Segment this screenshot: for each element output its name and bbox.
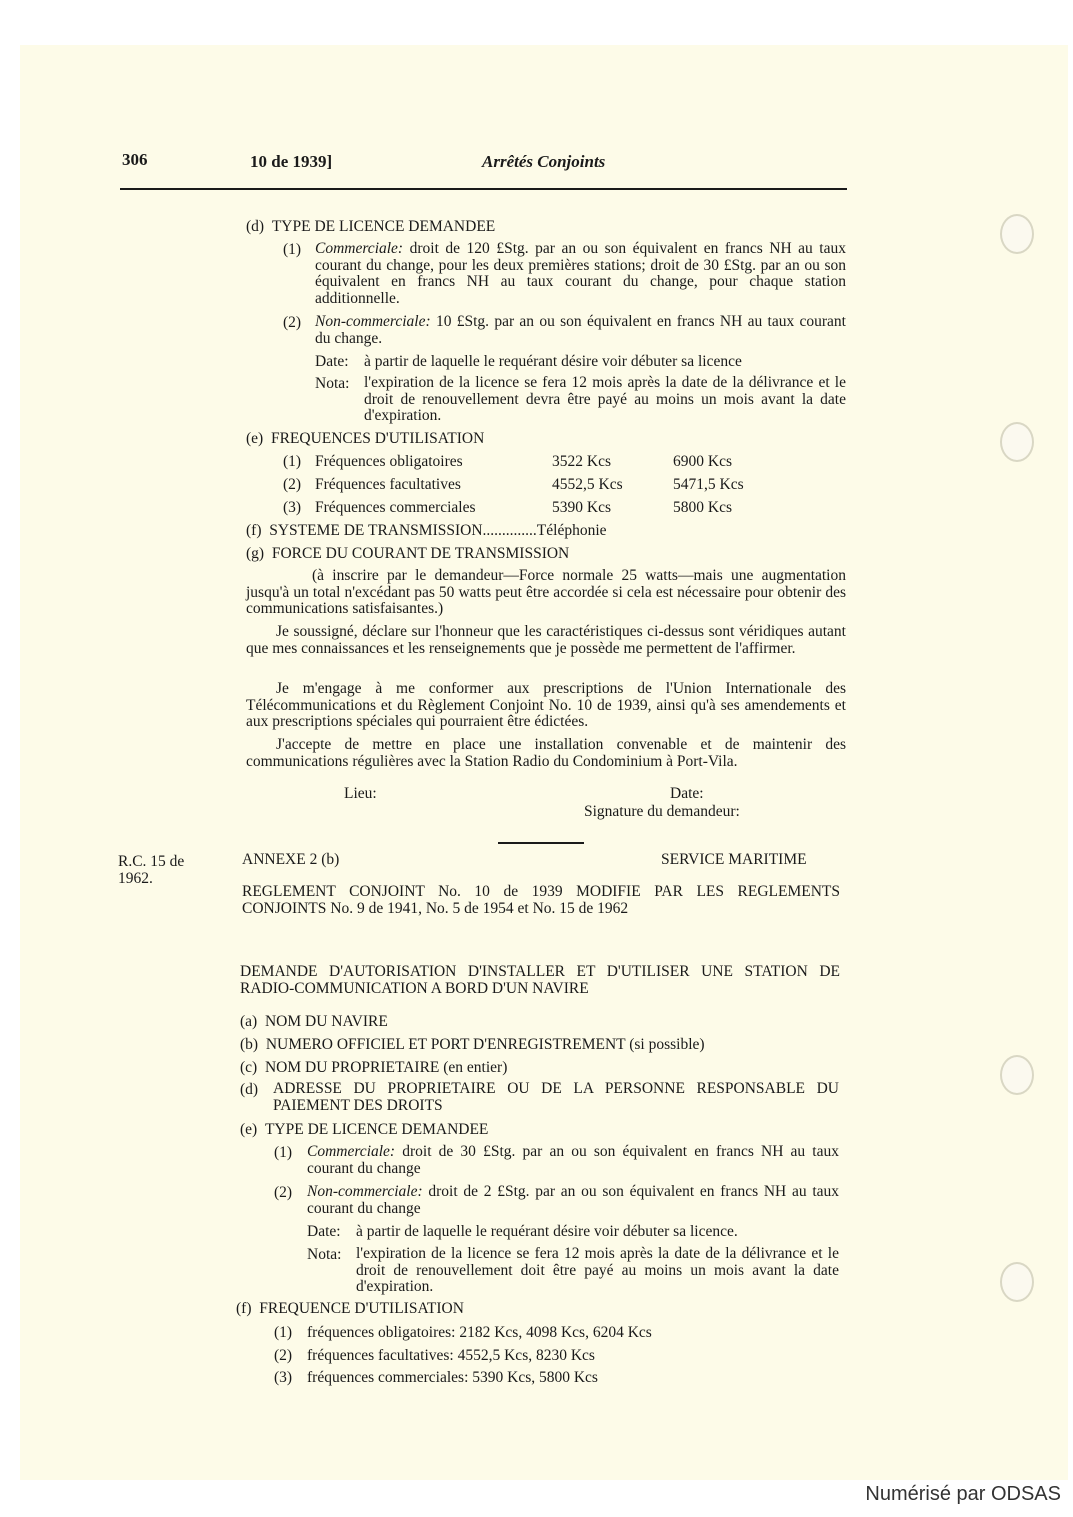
section-d-item1 — [315, 241, 846, 307]
declaration-2: Je m'engage à me conformer aux prescriptions de l'Union Internationale des Télécommunications et du Règlement Conjoint No. 10 de 1939, ainsi qu'à ses amendements et aux prescriptions spéciales qui pourraient être édictées. — [246, 680, 846, 730]
item2-label: Non-commerciale: — [315, 313, 431, 330]
annex-item-b: (b) NUMERO OFFICIEL ET PORT D'ENREGISTREMENT (si possible) — [240, 1036, 705, 1053]
annex-item-f: (f) FREQUENCE D'UTILISATION — [236, 1300, 464, 1317]
annex-e1-text: droit de 30 £Stg. par an ou son équivalent en francs NH au taux courant du change — [307, 1143, 839, 1177]
margin-note: R.C. 15 de 1962. — [118, 853, 185, 887]
annex-e1-label: Commerciale: — [307, 1143, 396, 1160]
signature-date: Date: — [670, 785, 704, 802]
freq-row-3-num: (3) — [283, 499, 302, 516]
nota-label: Nota: — [315, 375, 350, 392]
annex-f-row-1-num: (1) — [274, 1324, 293, 1341]
freq-row-1-v2: 6900 Kcs — [673, 453, 732, 470]
regulation-ref: 10 de 1939] — [250, 152, 333, 171]
freq-row-2-num: (2) — [283, 476, 302, 493]
freq-row-1-label: Fréquences obligatoires — [315, 453, 463, 470]
annex-f-row-3-num: (3) — [274, 1369, 293, 1386]
annex-demand: DEMANDE D'AUTORISATION D'INSTALLER ET D'UTILISER UNE STATION DE RADIO-COMMUNICATION A BORD D'UN NAVIRE — [240, 963, 840, 997]
binder-hole-4 — [1000, 1262, 1034, 1302]
annex-regulation: REGLEMENT CONJOINT No. 10 de 1939 MODIFIE PAR LES REGLEMENTS CONJOINTS No. 9 de 1941, No. 5 de 1954 et No. 15 de 1962 — [242, 883, 840, 917]
date-label: Date: — [315, 353, 349, 370]
section-d-item1-num: (1) — [283, 241, 302, 258]
freq-row-1-num: (1) — [283, 453, 302, 470]
annex-item-d: ADRESSE DU PROPRIETAIRE OU DE LA PERSONNE RESPONSABLE DU PAIEMENT DES DROITS — [273, 1080, 839, 1114]
page-number: 306 — [122, 150, 148, 169]
freq-row-2-label: Fréquences facultatives — [315, 476, 461, 493]
signature-lieu: Lieu: — [344, 785, 377, 802]
freq-row-3-label: Fréquences commerciales — [315, 499, 476, 516]
annex-e2 — [307, 1184, 839, 1217]
section-f: (f) SYSTEME DE TRANSMISSION..............Téléphonie — [246, 522, 607, 539]
declaration-1: Je soussigné, déclare sur l'honneur que les caractéristiques ci-dessus sont véridiques autant que mes connaissances et les renseignements que je possède me permettent de l'affirmer. — [246, 623, 846, 657]
annex-date-label: Date: — [307, 1223, 341, 1240]
annex-e2-label: Non-commerciale: — [307, 1183, 423, 1200]
section-d-heading: (d) TYPE DE LICENCE DEMANDEE — [246, 218, 496, 235]
section-d-item2-num: (2) — [283, 314, 302, 331]
annex-service: SERVICE MARITIME — [661, 851, 807, 868]
annex-nota-text: l'expiration de la licence se fera 12 mois après la date de la délivrance et le droit de renouvellement doit être payé au moins un mois avant la date d'expiration. — [356, 1245, 839, 1295]
annex-item-d-num: (d) — [240, 1081, 259, 1098]
section-divider — [498, 842, 584, 844]
freq-row-3-v2: 5800 Kcs — [673, 499, 732, 516]
signature-line: Signature du demandeur: — [584, 803, 740, 820]
annex-item-c: (c) NOM DU PROPRIETAIRE (en entier) — [240, 1059, 508, 1076]
section-e-heading: (e) FREQUENCES D'UTILISATION — [246, 430, 485, 447]
item2-text: 10 £Stg. par an ou son équivalent en francs NH au taux courant du change. — [315, 313, 846, 347]
annex-f-row-3: fréquences commerciales: 5390 Kcs, 5800 Kcs — [307, 1369, 598, 1386]
item1-label: Commerciale: — [315, 240, 404, 257]
section-d-item2 — [315, 314, 846, 347]
annex-item-a: (a) NOM DU NAVIRE — [240, 1013, 388, 1030]
declaration-3: J'accepte de mettre en place une installation convenable et de maintenir des communications régulières avec la Station Radio du Condominium à Port-Vila. — [246, 736, 846, 770]
annex-f-row-2-num: (2) — [274, 1347, 293, 1364]
binder-hole-1 — [1000, 214, 1034, 254]
freq-row-2-v1: 4552,5 Kcs — [552, 476, 623, 493]
annex-f-row-1: fréquences obligatoires: 2182 Kcs, 4098 Kcs, 6204 Kcs — [307, 1324, 652, 1341]
annex-item-e: (e) TYPE DE LICENCE DEMANDEE — [240, 1121, 489, 1138]
freq-row-2-v2: 5471,5 Kcs — [673, 476, 744, 493]
date-text: à partir de laquelle le requérant désire voir débuter sa licence — [364, 353, 742, 370]
annex-nota-label: Nota: — [307, 1246, 342, 1263]
section-g-heading: (g) FORCE DU COURANT DE TRANSMISSION — [246, 545, 570, 562]
digitized-by-footer: Numérisé par ODSAS — [865, 1483, 1061, 1505]
header-rule — [120, 188, 847, 190]
annex-e1 — [307, 1144, 839, 1177]
freq-row-3-v1: 5390 Kcs — [552, 499, 611, 516]
annex-e1-num: (1) — [274, 1144, 293, 1161]
nota-text: l'expiration de la licence se fera 12 mois après la date de la délivrance et le droit de renouvellement devra être payé au moins un mois avant la date d'expiration. — [364, 374, 846, 424]
annex-e2-num: (2) — [274, 1184, 293, 1201]
freq-row-1-v1: 3522 Kcs — [552, 453, 611, 470]
annex-f-row-2: fréquences facultatives: 4552,5 Kcs, 8230 Kcs — [307, 1347, 595, 1364]
section-g-note: (à inscrire par le demandeur—Force normale 25 watts—mais une augmentation jusqu'à un total n'excédant pas 50 watts peut être accordée si cela est nécessaire pour obtenir des communications satisfaisantes.) — [246, 567, 846, 617]
annex-date-text: à partir de laquelle le requérant désire voir débuter sa licence. — [356, 1223, 738, 1240]
binder-hole-3 — [1000, 1055, 1034, 1095]
binder-hole-2 — [1000, 422, 1034, 462]
annex-e2-text: droit de 2 £Stg. par an ou son équivalent en francs NH au taux courant du change — [307, 1183, 839, 1217]
page-title: Arrêtés Conjoints — [482, 152, 606, 171]
annex-title: ANNEXE 2 (b) — [242, 851, 340, 868]
item1-text: droit de 120 £Stg. par an ou son équivalent en francs NH au taux courant du change, pour les deux premières stations; droit de 30 £Stg. par an ou son équivalent en francs NH au taux courant du change, pour chaque station additionnelle. — [315, 240, 846, 307]
